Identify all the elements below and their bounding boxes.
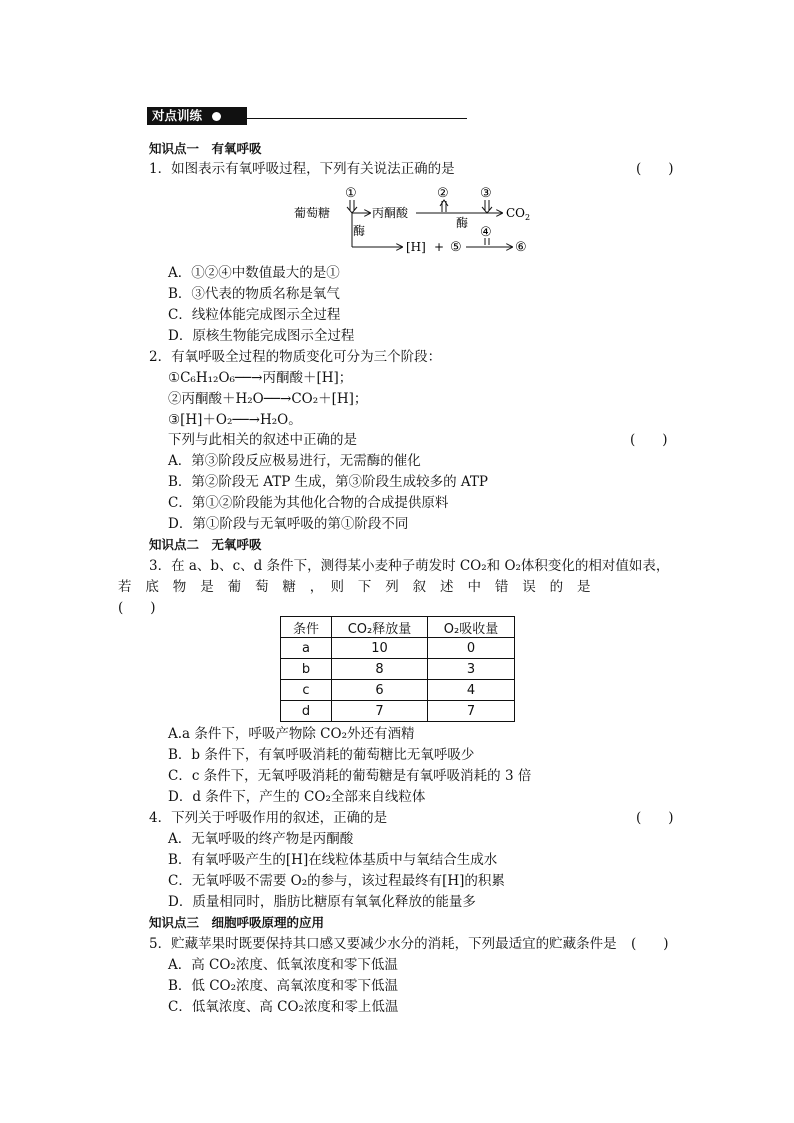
table-cell: c [281, 680, 332, 701]
q2-stage-3: ③[H]＋O₂──→H₂O。 [168, 412, 302, 428]
q2-option-c: C．第①②阶段能为其他化合物的合成提供原料 [168, 495, 449, 511]
table-cell: a [281, 638, 332, 659]
q5-option-a: A．高 CO₂浓度、低氧浓度和零下低温 [168, 957, 398, 973]
table-header-cell: 条件 [281, 617, 332, 638]
q3-answer-paren: ( ) [118, 600, 156, 616]
diagram-label-6: ⑥ [515, 240, 527, 255]
section-header-label: 对点训练 [152, 108, 203, 123]
q5-stem: 5．贮藏苹果时既要保持其口感又要减少水分的消耗，下列最适宜的贮藏条件是 [149, 936, 617, 952]
q4-answer-paren: ( ) [636, 810, 674, 826]
table-header-row [281, 617, 515, 638]
q2-answer-paren: ( ) [630, 432, 668, 448]
q4-option-c: C．无氧呼吸不需要 O₂的参与，该过程最终有[H]的积累 [168, 873, 505, 889]
q2-sub-stem: 下列与此相关的叙述中正确的是 [168, 432, 357, 448]
q3-stem-line-1: 3．在 a、b、c、d 条件下，测得某小麦种子萌发时 CO₂和 O₂体积变化的相对值如表， [149, 558, 670, 574]
diagram-label-5: ⑤ [450, 240, 462, 255]
q5-option-c: C．低氧浓度、高 CO₂浓度和零上低温 [168, 999, 399, 1015]
q4-option-b: B．有氧呼吸产生的[H]在线粒体基质中与氧结合生成水 [168, 852, 498, 868]
table-row [281, 701, 515, 722]
table-cell: d [281, 701, 332, 722]
table-row [281, 659, 515, 680]
q3-stem-line-2: 若 底 物 是 葡 萄 糖 ， 则 下 列 叙 述 中 错 误 的 是 [118, 579, 591, 595]
q5-option-b: B．低 CO₂浓度、高氧浓度和零下低温 [168, 978, 399, 994]
header-rule [247, 118, 467, 119]
q3-option-a: A.a 条件下，呼吸产物除 CO₂外还有酒精 [168, 726, 415, 742]
diagram-enzyme-2: 酶 [456, 216, 469, 230]
diagram-enzyme-1: 酶 [353, 224, 366, 238]
diagram-co2: $CO_2$ [506, 206, 531, 222]
q2-option-d: D．第①阶段与无氧呼吸的第①阶段不同 [168, 516, 409, 532]
q3-option-c: C．c 条件下，无氧呼吸消耗的葡萄糖是有氧呼吸消耗的 3 倍 [168, 768, 532, 784]
diagram-label-1: ① [345, 186, 357, 201]
q1-option-b: B．③代表的物质名称是氧气 [168, 286, 340, 302]
table-cell: 7 [332, 701, 428, 722]
q2-stage-1: ①C₆H₁₂O₆──→丙酮酸＋[H]； [168, 370, 353, 386]
q2-stage-2: ②丙酮酸＋H₂O──→CO₂＋[H]； [168, 391, 368, 407]
q2-option-a: A．第③阶段反应极易进行，无需酶的催化 [168, 453, 421, 469]
table-header-cell: O₂吸收量 [428, 617, 515, 638]
table-cell: b [281, 659, 332, 680]
q3-option-b: B．b 条件下，有氧呼吸消耗的葡萄糖比无氧呼吸少 [168, 747, 475, 763]
diagram-glucose: 葡萄糖 [294, 206, 331, 220]
q2-option-b: B．第②阶段无 ATP 生成，第③阶段生成较多的 ATP [168, 474, 488, 490]
knowledge-point-1: 知识点一 有氧呼吸 [149, 141, 262, 156]
knowledge-point-2: 知识点二 无氧呼吸 [149, 537, 262, 552]
diagram-plus: + [434, 240, 445, 254]
q4-option-d: D．质量相同时，脂肪比糖原有氧氧化释放的能量多 [168, 894, 476, 910]
q1-option-d: D．原核生物能完成图示全过程 [168, 328, 355, 344]
diagram-label-2: ② [437, 186, 449, 201]
table-row [281, 680, 515, 701]
table-cell: 8 [332, 659, 428, 680]
bullet-icon [212, 112, 221, 121]
q4-option-a: A．无氧呼吸的终产物是丙酮酸 [168, 831, 354, 847]
respiration-diagram [290, 183, 550, 263]
diagram-h: [H] [406, 240, 426, 254]
table-cell: 4 [428, 680, 515, 701]
diagram-arrowhead-1 [347, 207, 357, 213]
table-header-cell: CO₂释放量 [332, 617, 428, 638]
q4-stem: 4．下列关于呼吸作用的叙述，正确的是 [149, 810, 388, 826]
diagram-label-4: ④ [480, 225, 492, 240]
diagram-pyruvate: 丙酮酸 [372, 206, 409, 220]
q1-stem: 1．如图表示有氧呼吸过程，下列有关说法正确的是 [149, 161, 455, 177]
diagram-label-3: ③ [480, 186, 492, 201]
knowledge-point-3: 知识点三 细胞呼吸原理的应用 [149, 915, 325, 930]
diagram-arrowhead-3 [482, 207, 492, 213]
q5-answer-paren: ( ) [631, 936, 669, 952]
table-cell: 6 [332, 680, 428, 701]
q3-option-d: D．d 条件下，产生的 CO₂全部来自线粒体 [168, 789, 426, 805]
table-cell: 7 [428, 701, 515, 722]
table-cell: 3 [428, 659, 515, 680]
q1-option-a: A．①②④中数值最大的是① [168, 265, 340, 281]
table-cell: 0 [428, 638, 515, 659]
table-row [281, 638, 515, 659]
q3-data-table [280, 616, 515, 722]
section-header [147, 107, 247, 125]
q1-option-c: C．线粒体能完成图示全过程 [168, 307, 341, 323]
table-cell: 10 [332, 638, 428, 659]
q2-stem: 2．有氧呼吸全过程的物质变化可分为三个阶段： [149, 349, 442, 365]
q1-answer-paren: ( ) [636, 161, 674, 177]
